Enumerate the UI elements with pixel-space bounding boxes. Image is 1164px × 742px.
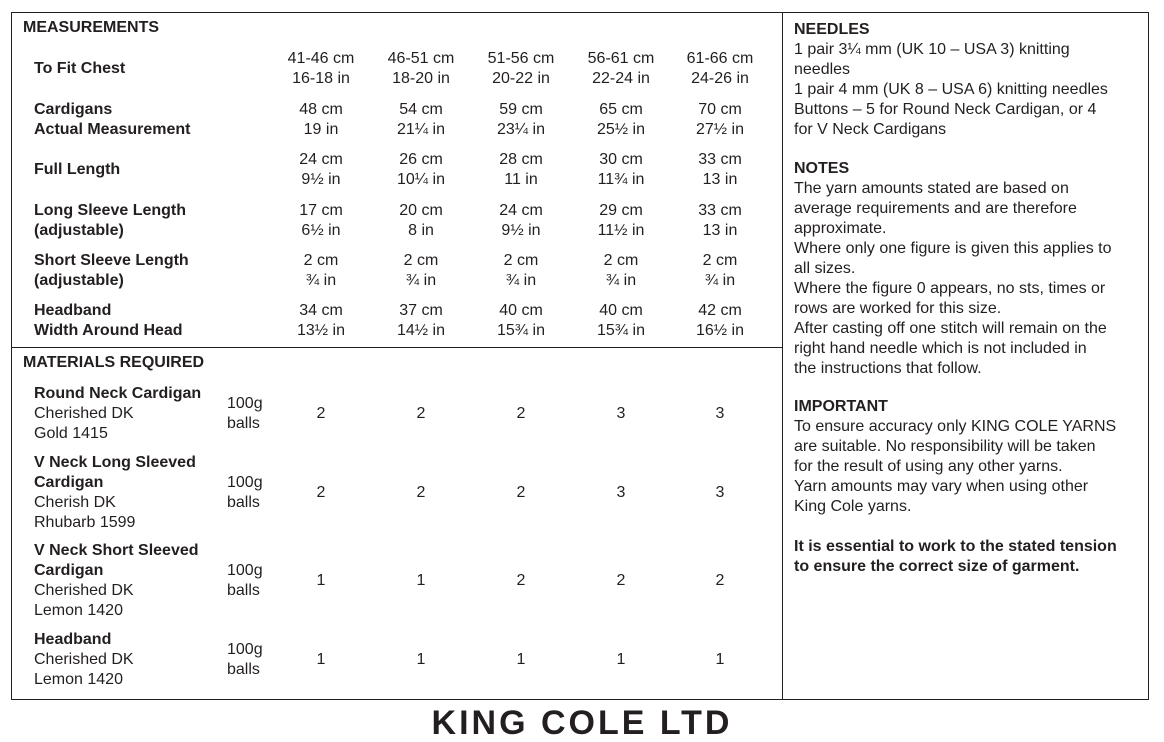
needles-section (794, 20, 1144, 140)
material-detail-line: Rhubarb 1599 (34, 514, 136, 531)
important-line: To ensure accuracy only KING COLE YARNS (794, 418, 1117, 435)
needles-line: 1 pair 3¼ mm (UK 10 – USA 3) knitting (794, 41, 1070, 58)
measurement-label-line: Full Length (34, 161, 121, 178)
ball-count: 2 (516, 572, 526, 589)
size-value-line: 2 cm (303, 252, 339, 269)
material-title-line: Round Neck Cardigan (34, 385, 202, 402)
ball-count: 3 (715, 405, 725, 422)
size-value (670, 49, 770, 89)
notes-line: After casting off one stitch will remain on the (794, 320, 1107, 337)
size-value-line: 20 cm (399, 202, 443, 219)
size-value (571, 301, 671, 341)
notes-line: the instructions that follow. (794, 360, 982, 377)
ball-count: 3 (616, 484, 626, 501)
notes-line: approximate. (794, 220, 887, 237)
size-value-line: 10¼ in (396, 171, 446, 188)
size-value-line: 23¼ in (496, 121, 546, 138)
ball-count: 2 (416, 484, 426, 501)
notes-line: The yarn amounts stated are based on (794, 180, 1069, 197)
size-value (271, 100, 371, 140)
material-label (34, 630, 134, 690)
measurement-label-line: Short Sleeve Length (34, 252, 189, 269)
measurement-label (34, 100, 191, 140)
size-value (471, 301, 571, 341)
size-value-line: 46-51 cm (387, 50, 455, 67)
size-value-line: 13½ in (296, 322, 346, 339)
size-value (471, 201, 571, 241)
size-value-line: 2 cm (403, 252, 439, 269)
material-detail-line: Gold 1415 (34, 425, 108, 442)
size-value-line: 24 cm (499, 202, 543, 219)
yarn-unit-line: 100g (227, 562, 263, 579)
important-line: King Cole yarns. (794, 498, 912, 515)
size-value (670, 201, 770, 241)
ball-count: 1 (416, 572, 426, 589)
size-value-line: 61-66 cm (686, 50, 754, 67)
size-value-line: ¾ in (305, 272, 337, 289)
yarn-unit-line: 100g (227, 395, 263, 412)
size-value-line: 37 cm (399, 302, 443, 319)
size-value-line: 14½ in (396, 322, 446, 339)
important-heading: IMPORTANT (794, 398, 888, 415)
brand-footer: KING COLE LTD (431, 704, 733, 742)
size-value-line: 59 cm (499, 101, 543, 118)
size-value (571, 49, 671, 89)
material-detail-line: Lemon 1420 (34, 602, 123, 619)
size-value (371, 49, 471, 89)
size-value-line: 65 cm (599, 101, 643, 118)
notes-line: Where the figure 0 appears, no sts, times or (794, 280, 1106, 297)
size-value-line: 25½ in (596, 121, 646, 138)
size-value (571, 150, 671, 190)
size-value-line: 24-26 in (691, 70, 749, 87)
ball-count: 1 (715, 651, 725, 668)
measurement-label-line: Actual Measurement (34, 121, 191, 138)
size-value (371, 251, 471, 291)
size-value-line: 70 cm (698, 101, 742, 118)
notes-line: Where only one figure is given this applies to (794, 240, 1112, 257)
yarn-unit-line: balls (227, 661, 260, 678)
size-value-line: 17 cm (299, 202, 343, 219)
size-value-line: 9½ in (301, 171, 341, 188)
size-value (670, 150, 770, 190)
measurement-label (34, 251, 189, 291)
size-value (471, 150, 571, 190)
notes-line: average requirements and are therefore (794, 200, 1077, 217)
ball-count: 2 (516, 405, 526, 422)
column-divider (782, 12, 783, 700)
size-value-line: 18-20 in (392, 70, 450, 87)
size-value (571, 201, 671, 241)
material-detail-line: Cherish DK (34, 494, 116, 511)
size-value (670, 100, 770, 140)
size-value-line: 2 cm (503, 252, 539, 269)
size-value-line: 33 cm (698, 202, 742, 219)
size-value (271, 49, 371, 89)
measurements-heading: MEASUREMENTS (23, 19, 160, 36)
measurement-label-line: (adjustable) (34, 272, 124, 289)
ball-count: 2 (416, 405, 426, 422)
size-value-line: 30 cm (599, 151, 643, 168)
size-value-line: ¾ in (704, 272, 736, 289)
size-value-line: 20-22 in (492, 70, 550, 87)
material-detail-line: Cherished DK (34, 582, 134, 599)
size-value (271, 150, 371, 190)
size-value-line: 15¾ in (596, 322, 646, 339)
size-value-line: 40 cm (499, 302, 543, 319)
size-value-line: 40 cm (599, 302, 643, 319)
size-value-line: 24 cm (299, 151, 343, 168)
size-value-line: 51-56 cm (487, 50, 555, 67)
size-value (471, 49, 571, 89)
size-value-line: 42 cm (698, 302, 742, 319)
size-value-line: 33 cm (698, 151, 742, 168)
size-value-line: 29 cm (599, 202, 643, 219)
size-value-line: 2 cm (702, 252, 738, 269)
ball-count: 1 (616, 651, 626, 668)
important-line: are suitable. No responsibility will be taken (794, 438, 1096, 455)
yarn-unit-line: balls (227, 415, 260, 432)
ball-count: 1 (316, 572, 326, 589)
size-value-line: ¾ in (505, 272, 537, 289)
ball-count: 2 (316, 405, 326, 422)
measurement-label-line: Width Around Head (34, 322, 183, 339)
yarn-unit-line: balls (227, 494, 260, 511)
notes-line: all sizes. (794, 260, 856, 277)
ball-count: 2 (516, 484, 526, 501)
size-value-line: 28 cm (499, 151, 543, 168)
size-value (471, 100, 571, 140)
ball-count: 3 (715, 484, 725, 501)
tension-note: It is essential to work to the stated tension (794, 538, 1117, 555)
size-value-line: 15¾ in (496, 322, 546, 339)
notes-line: right hand needle which is not included in (794, 340, 1087, 357)
size-value (571, 100, 671, 140)
size-value-line: 22-24 in (592, 70, 650, 87)
size-value-line: 27½ in (695, 121, 745, 138)
size-value (371, 100, 471, 140)
material-title-line: V Neck Long Sleeved (34, 454, 196, 471)
measurement-label-line: Long Sleeve Length (34, 202, 187, 219)
size-value-line: 8 in (408, 222, 434, 239)
ball-count: 2 (316, 484, 326, 501)
size-value-line: 16½ in (695, 322, 745, 339)
size-value-line: 41-46 cm (287, 50, 355, 67)
material-label (34, 453, 196, 533)
notes-heading: NOTES (794, 160, 850, 177)
material-detail-line: Cherished DK (34, 651, 134, 668)
ball-count: 1 (316, 651, 326, 668)
yarn-unit (227, 473, 263, 513)
size-value-line: 11¾ in (597, 171, 645, 188)
size-value (371, 201, 471, 241)
yarn-unit-line: 100g (227, 641, 263, 658)
important-section (794, 397, 1144, 577)
measurement-label (34, 301, 183, 341)
material-title-line: Headband (34, 631, 112, 648)
tension-note: to ensure the correct size of garment. (794, 558, 1080, 575)
size-value-line: 19 in (303, 121, 339, 138)
size-value-line: 26 cm (399, 151, 443, 168)
size-value-line: 48 cm (299, 101, 343, 118)
size-value-line: 21¼ in (396, 121, 446, 138)
measurement-label (34, 59, 125, 79)
size-value (670, 251, 770, 291)
needles-heading: NEEDLES (794, 21, 870, 38)
size-value-line: 54 cm (399, 101, 443, 118)
size-value-line: 56-61 cm (587, 50, 655, 67)
measurement-label-line: To Fit Chest (34, 60, 126, 77)
measurement-label (34, 201, 186, 241)
ball-count: 1 (516, 651, 526, 668)
yarn-unit-line: 100g (227, 474, 263, 491)
size-value-line: 16-18 in (292, 70, 350, 87)
yarn-unit-line: balls (227, 582, 260, 599)
materials-heading: MATERIALS REQUIRED (23, 354, 205, 371)
needles-line: for V Neck Cardigans (794, 121, 947, 138)
size-value (571, 251, 671, 291)
yarn-unit (227, 640, 263, 680)
size-value-line: 11 in (504, 171, 538, 188)
size-value-line: 13 in (702, 222, 738, 239)
ball-count: 1 (416, 651, 426, 668)
notes-section (794, 159, 1144, 379)
material-label (34, 541, 199, 621)
measurement-label (34, 160, 120, 180)
yarn-unit (227, 561, 263, 601)
needles-line: Buttons – 5 for Round Neck Cardigan, or 4 (794, 101, 1097, 118)
size-value (271, 301, 371, 341)
material-label (34, 384, 201, 444)
size-value-line: 9½ in (501, 222, 541, 239)
size-value (271, 251, 371, 291)
size-value-line: 2 cm (603, 252, 639, 269)
needles-line: needles (794, 61, 851, 78)
ball-count: 2 (715, 572, 725, 589)
ball-count: 2 (616, 572, 626, 589)
material-title-line: V Neck Short Sleeved (34, 542, 199, 559)
size-value-line: 11½ in (597, 222, 645, 239)
measurement-label-line: Headband (34, 302, 112, 319)
yarn-unit (227, 394, 263, 434)
size-value-line: 6½ in (301, 222, 341, 239)
measurement-label-line: (adjustable) (34, 222, 124, 239)
important-line: Yarn amounts may vary when using other (794, 478, 1089, 495)
notes-line: rows are worked for this size. (794, 300, 1002, 317)
size-value (271, 201, 371, 241)
size-value-line: 13 in (702, 171, 738, 188)
material-detail-line: Cherished DK (34, 405, 134, 422)
size-value-line: 34 cm (299, 302, 343, 319)
needles-line: 1 pair 4 mm (UK 8 – USA 6) knitting needles (794, 81, 1108, 98)
material-title-line: Cardigan (34, 474, 104, 491)
measurement-label-line: Cardigans (34, 101, 113, 118)
size-value (670, 301, 770, 341)
material-title-line: Cardigan (34, 562, 104, 579)
material-detail-line: Lemon 1420 (34, 671, 123, 688)
size-value (371, 150, 471, 190)
size-value-line: ¾ in (605, 272, 637, 289)
section-divider (11, 347, 782, 348)
ball-count: 3 (616, 405, 626, 422)
size-value (371, 301, 471, 341)
size-value (471, 251, 571, 291)
important-line: for the result of using any other yarns. (794, 458, 1063, 475)
size-value-line: ¾ in (405, 272, 437, 289)
